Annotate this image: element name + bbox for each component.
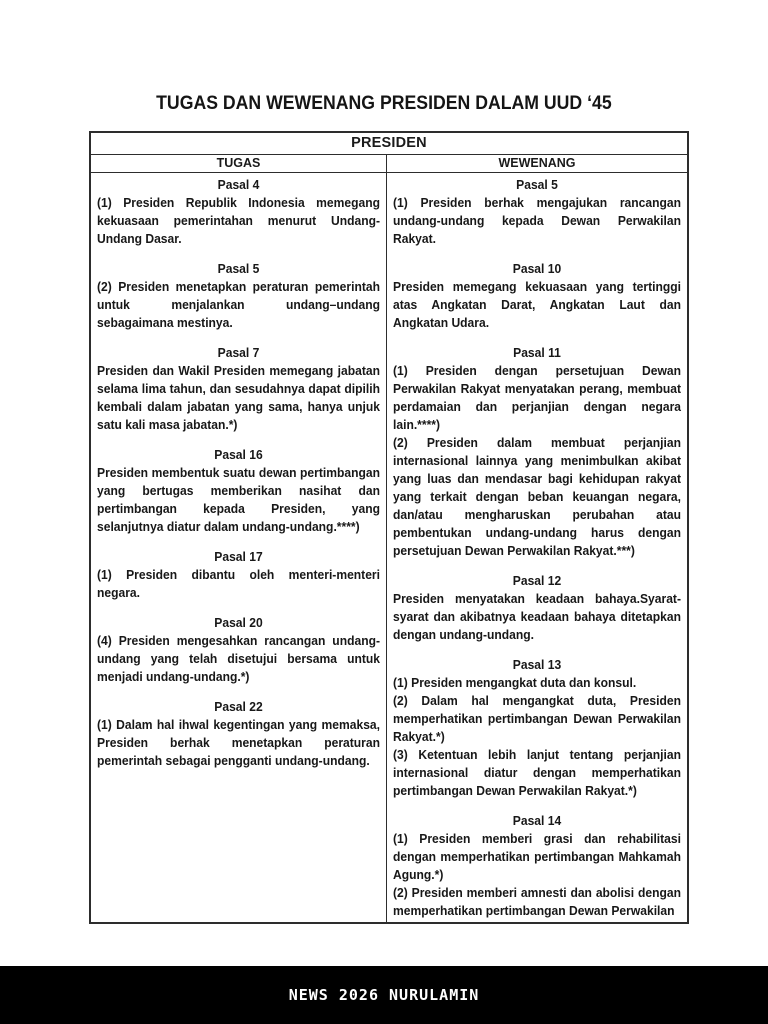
wewenang-column (387, 173, 687, 922)
pasal-paragraph: (4) Presiden mengesahkan rancangan undang-undang yang telah disetujui bersama untuk menjadi undang-undang.*) (97, 633, 380, 684)
pasal-paragraph: (1) Presiden mengangkat duta dan konsul. (393, 675, 637, 690)
pasal-paragraph: (1) Dalam hal ihwal kegentingan yang memaksa, Presiden berhak menetapkan peraturan pemerintah sebagai pengganti undang-undang. (97, 717, 380, 768)
pasal-paragraph: Presiden dan Wakil Presiden memegang jabatan selama lima tahun, dan sesudahnya dapat dipilih kembali dalam jabatan yang sama, hanya unjuk satu kali masa jabatan.*) (97, 363, 380, 432)
pasal-heading: Pasal 13 (512, 657, 562, 672)
pasal-paragraph: Presiden membentuk suatu dewan pertimbangan yang bertugas memberikan nasihat dan pertimbangan kepada Presiden, yang selanjutnya diatur dalam undang-undang.****) (97, 465, 380, 534)
pasal-section (97, 698, 380, 770)
pasal-section (97, 446, 380, 536)
pasal-heading: Pasal 5 (516, 177, 558, 192)
pasal-section (97, 344, 380, 434)
pasal-section (393, 344, 681, 560)
pasal-heading: Pasal 5 (217, 261, 260, 276)
pasal-heading: Pasal 11 (513, 345, 561, 360)
pasal-paragraph: (1) Presiden memberi grasi dan rehabilitasi dengan memperhatikan pertimbangan Mahkamah Agung.*) (393, 831, 681, 882)
pasal-section (97, 614, 380, 686)
page-title (0, 93, 768, 115)
pasal-section (97, 260, 380, 332)
table-header-presiden: PRESIDEN (91, 133, 687, 155)
pasal-paragraph: (1) Presiden dengan persetujuan Dewan Perwakilan Rakyat menyatakan perang, membuat perdamaian dan perjanjian dengan negara lain.****) (393, 363, 681, 432)
pasal-section (393, 176, 681, 248)
pasal-section (97, 548, 380, 602)
pasal-heading: Pasal 7 (217, 345, 260, 360)
pasal-paragraph: (2) Dalam hal mengangkat duta, Presiden memperhatikan pertimbangan Dewan Perwakilan Rakyat.*) (393, 693, 681, 744)
pasal-heading: Pasal 17 (214, 549, 263, 564)
pasal-paragraph: (2) Presiden menetapkan peraturan pemerintah untuk menjalankan undang–undang sebagaimana mestinya. (97, 279, 380, 330)
pasal-section (393, 656, 681, 800)
page-title-text: TUGAS DAN WEWENANG PRESIDEN DALAM UUD ‘45 (156, 93, 612, 114)
pasal-heading: Pasal 22 (214, 699, 263, 714)
tugas-column (91, 173, 387, 922)
pasal-paragraph: Presiden menyatakan keadaan bahaya.Syarat-syarat dan akibatnya keadaan bahaya ditetapkan dengan undang-undang. (393, 591, 681, 642)
column-header-wewenang: WEWENANG (498, 156, 576, 170)
pasal-paragraph: (2) Presiden dalam membuat perjanjian internasional lainnya yang menimbulkan akibat yang luas dan mendasar bagi kehidupan rakyat yang terkait dengan beban keuangan negara, dan/atau mengharuskan perubahan atau pembentukan undang-undang harus dengan persetujuan Dewan Perwakilan Rakyat.***) (393, 435, 681, 558)
watermark-bar (0, 966, 768, 1024)
presiden-table (89, 131, 689, 924)
pasal-section (393, 572, 681, 644)
pasal-section (393, 260, 681, 332)
pasal-heading: Pasal 12 (512, 573, 562, 588)
pasal-heading: Pasal 4 (217, 177, 260, 192)
pasal-paragraph: Presiden memegang kekuasaan yang tertinggi atas Angkatan Darat, Angkatan Laut dan Angkatan Udara. (393, 279, 681, 330)
pasal-heading: Pasal 10 (512, 261, 562, 276)
pasal-heading: Pasal 16 (214, 447, 263, 462)
pasal-paragraph: (2) Presiden memberi amnesti dan abolisi dengan memperhatikan pertimbangan Dewan Perwakilan (393, 885, 681, 918)
pasal-section (393, 812, 681, 920)
pasal-paragraph: (1) Presiden Republik Indonesia memegang kekuasaan pemerintahan menurut Undang-Undang Dasar. (97, 195, 380, 246)
column-header-tugas: TUGAS (91, 155, 387, 172)
pasal-heading: Pasal 20 (214, 615, 263, 630)
pasal-heading: Pasal 14 (512, 813, 562, 828)
pasal-paragraph: (1) Presiden dibantu oleh menteri-menteri negara. (97, 567, 380, 600)
table-body (91, 173, 687, 922)
watermark-text: NEWS 2026 NURULAMIN (288, 986, 480, 1004)
pasal-paragraph: (3) Ketentuan lebih lanjut tentang perjanjian internasional diatur dengan memperhatikan pertimbangan Dewan Perwakilan Rakyat.*) (393, 747, 681, 798)
column-headers-row (91, 155, 687, 173)
pasal-section (97, 176, 380, 248)
pasal-paragraph: (1) Presiden berhak mengajukan rancangan undang-undang kepada Dewan Perwakilan Rakyat. (393, 195, 681, 246)
